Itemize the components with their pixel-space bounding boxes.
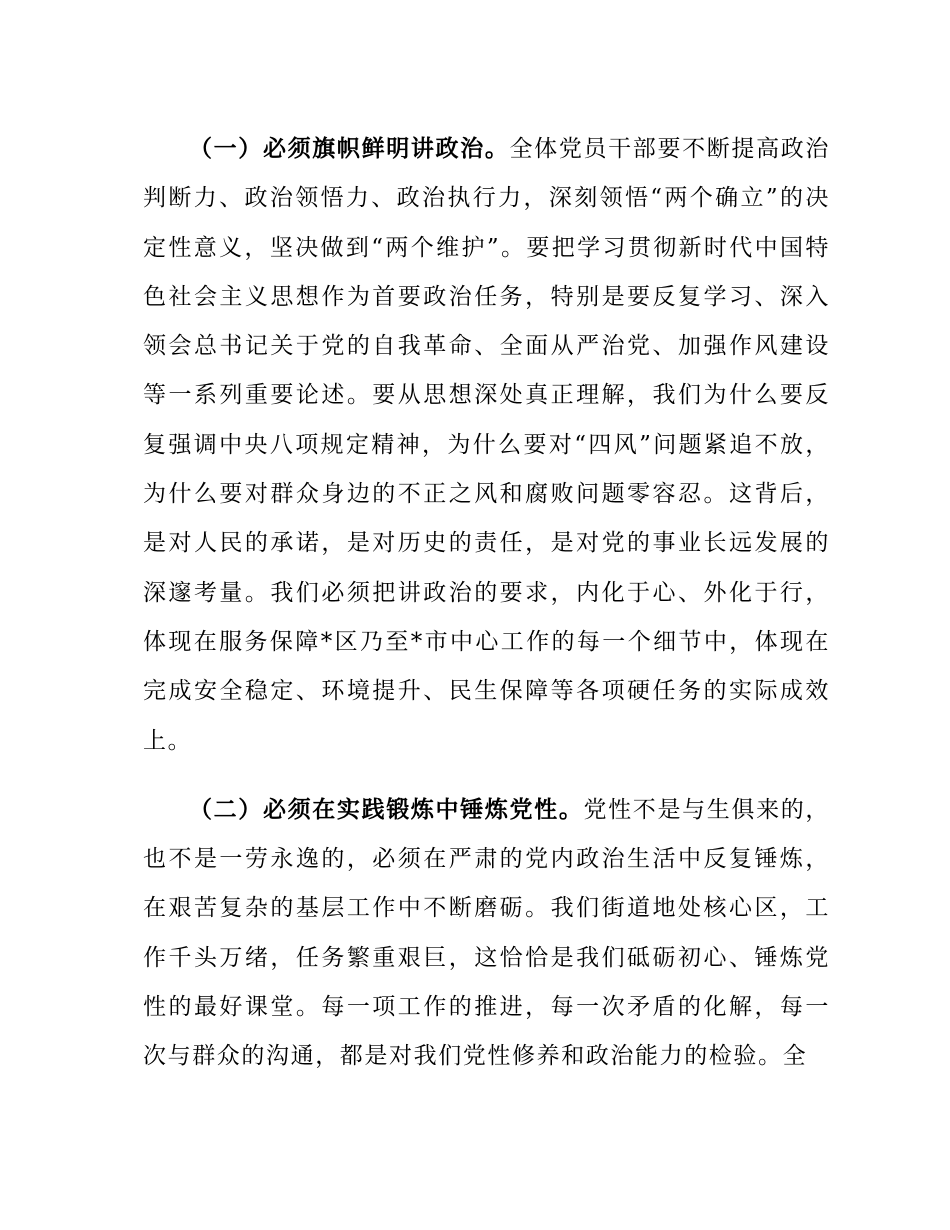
paragraph-1-body: 全体党员干部要不断提高政治判断力、政治领悟力、政治执行力，深刻领悟“两个确立”的决定性意义，坚决做到“两个维护”。要把学习贯彻新时代中国特色社会主义思想作为首要政治任务，特别是要反复学习、深入领会总书记关于党的自我革命、全面从严治党、加强作风建设等一系列重要论述。要从思想深处真正理解，我们为什么要反复强调中央八项规定精神，为什么要对“四风”问题紧追不放，为什么要对群众身边的不正之风和腐败问题零容忍。这背后，是对人民的承诺，是对历史的责任，是对党的事业长远发展的深邃考量。我们必须把讲政治的要求，内化于心、外化于行，体现在服务保障*区乃至*市中心工作的每一个细节中，体现在完成安全稳定、环境提升、民生保障等各项硬任务的实际成效上。 <box>143 136 830 754</box>
paragraph-2-heading: （二）必须在实践锻炼中锤炼党性。 <box>189 795 584 823</box>
paragraph-2-body: 党性不是与生俱来的，也不是一劳永逸的，必须在严肃的党内政治生活中反复锤炼，在艰苦复杂的基层工作中不断磨砺。我们街道地处核心区，工作千头万绪，任务繁重艰巨，这恰恰是我们砥砺初心、锤炼党性的最好课堂。每一项工作的推进，每一次矛盾的化解，每一次与群众的沟通，都是对我们党性修养和政治能力的检验。全 <box>143 796 831 1070</box>
paragraph-2 <box>143 785 830 1082</box>
paragraph-1-heading: （一）必须旗帜鲜明讲政治。 <box>189 135 510 162</box>
paragraph-1 <box>143 124 830 766</box>
